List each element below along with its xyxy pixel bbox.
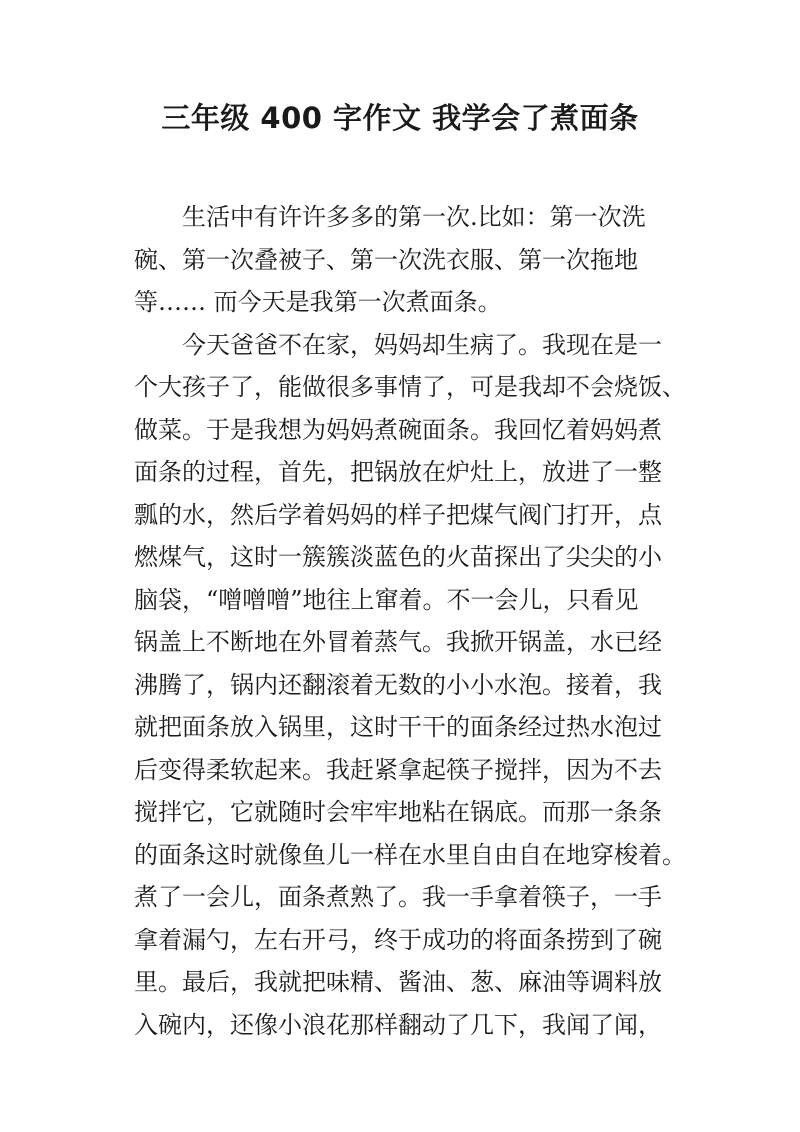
paragraph-line: 今天爸爸不在家，妈妈却生病了。我现在是一 <box>182 330 662 359</box>
paragraph-line: 脑袋，“噌噌噌”地往上窜着。不一会儿，只看见 <box>134 585 639 614</box>
paragraph-line: 锅盖上不断地在外冒着蒸气。我掀开锅盖，水已经 <box>134 628 662 656</box>
paragraph-line: 生活中有许许多多的第一次.比如：第一次洗 <box>182 203 646 231</box>
paragraph-line: 等…… 而今天是我第一次煮面条。 <box>134 288 502 316</box>
paragraph-line: 拿着漏勺，左右开弓，终于成功的将面条捞到了碗 <box>134 925 662 954</box>
paragraph-line: 做菜。于是我想为妈妈煮碗面条。我回忆着妈妈煮 <box>134 415 662 444</box>
paragraph-line: 煮了一会儿，面条煮熟了。我一手拿着筷子，一手 <box>134 883 662 911</box>
paragraph-line: 搅拌它，它就随时会牢牢地粘在锅底。而那一条条 <box>134 798 662 826</box>
paragraph-line: 入碗内，还像小浪花那样翻动了几下，我闻了闻， <box>134 1010 662 1039</box>
paragraph-line: 碗、第一次叠被子、第一次洗衣服、第一次拖地 <box>134 245 638 274</box>
paragraph-line: 面条的过程，首先，把锅放在炉灶上，放进了一整 <box>134 458 662 486</box>
paragraph-line: 沸腾了，锅内还翻滚着无数的小小水泡。接着，我 <box>134 670 662 699</box>
paragraph-line: 里。最后，我就把味精、酱油、葱、麻油等调料放 <box>134 968 662 996</box>
paragraph-line: 就把面条放入锅里，这时干干的面条经过热水泡过 <box>134 713 662 741</box>
document-title: 三年级 400 字作文 我学会了煮面条 <box>161 101 639 135</box>
paragraph-line: 燃煤气，这时一簇簇淡蓝色的火苗探出了尖尖的小 <box>134 543 662 571</box>
paragraph-line: 瓢的水，然后学着妈妈的样子把煤气阀门打开，点 <box>134 500 662 529</box>
essay-body <box>134 196 694 1046</box>
paragraph-line: 个大孩子了，能做很多事情了，可是我却不会烧饭、 <box>134 373 686 401</box>
paragraph-line: 后变得柔软起来。我赶紧拿起筷子搅拌，因为不去 <box>134 755 662 784</box>
paragraph-line: 的面条这时就像鱼儿一样在水里自由自在地穿梭着。 <box>134 840 686 869</box>
